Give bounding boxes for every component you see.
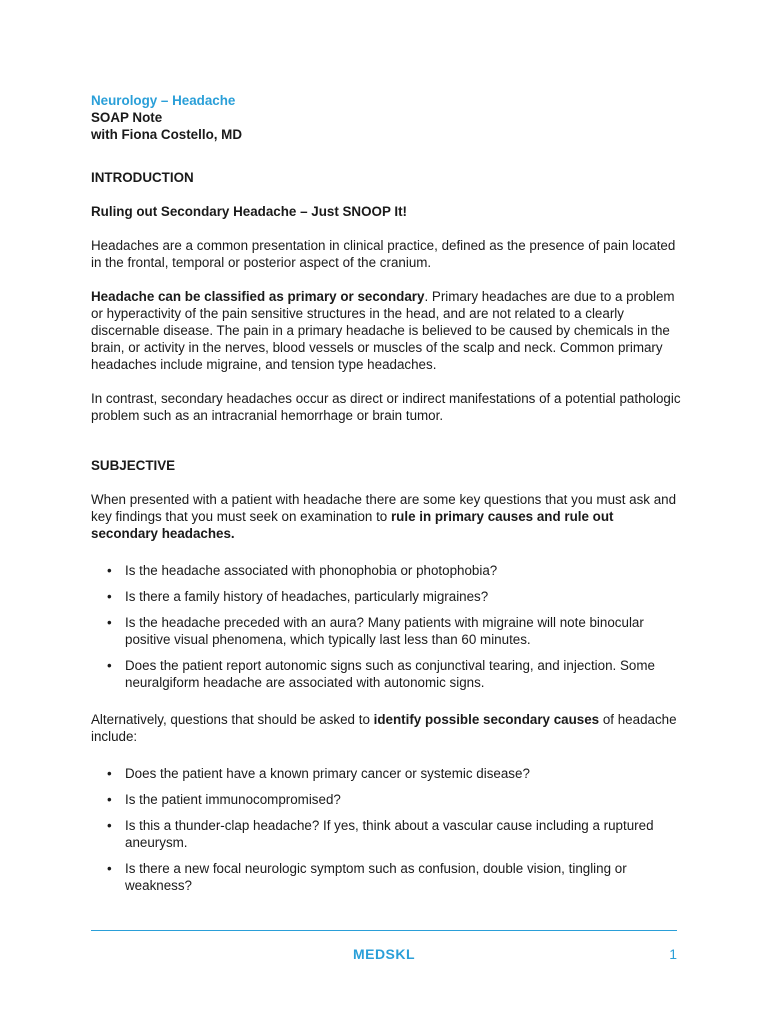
intro-paragraph-2: [91, 288, 681, 373]
secondary-intro-before: Alternatively, questions that should be asked to: [91, 712, 374, 727]
document-author: with Fiona Costello, MD: [91, 127, 243, 142]
secondary-intro: [91, 711, 681, 745]
document-title: Neurology – Headache: [91, 93, 236, 108]
secondary-questions-list: [91, 765, 681, 894]
footer-divider: [91, 930, 677, 931]
list-item: • Does the patient report autonomic signs such as conjunctival tearing, and injection. Some neuralgiform headache are associated with autonomic signs.: [91, 657, 681, 691]
footer-logo: MEDSKL: [352, 946, 416, 962]
intro-paragraph-3: In contrast, secondary headaches occur as direct or indirect manifestations of a potential pathologic problem such as an intracranial hemorrhage or brain tumor.: [91, 391, 681, 423]
secondary-intro-bold: identify possible secondary causes: [373, 712, 600, 727]
list-item: • Is the headache associated with phonophobia or photophobia?: [91, 562, 681, 579]
list-item: • Is the headache preceded with an aura? Many patients with migraine will note binocular positive visual phenomena, which typically last less than 60 minutes.: [91, 614, 681, 648]
document-subtitle: SOAP Note: [91, 110, 163, 125]
section-heading-subjective: SUBJECTIVE: [91, 458, 176, 473]
document-body: [91, 92, 681, 903]
subheading-snoop: Ruling out Secondary Headache – Just SNOOP It!: [91, 204, 407, 219]
section-heading-introduction: INTRODUCTION: [91, 170, 194, 185]
intro-paragraph-2-bold: Headache can be classified as primary or secondary: [91, 289, 425, 304]
subjective-intro-bold: rule in primary causes and rule out secondary headaches.: [91, 509, 614, 541]
list-item: • Is there a new focal neurologic symptom such as confusion, double vision, tingling or weakness?: [91, 860, 681, 894]
list-item: • Is this a thunder-clap headache? If yes, think about a vascular cause including a ruptured aneurysm.: [91, 817, 681, 851]
secondary-intro-after: of headache include:: [91, 712, 677, 744]
subjective-intro-text: When presented with a patient with headache there are some key questions that you must ask and key findings that you must seek on examination to: [91, 492, 677, 524]
intro-paragraph-1: Headaches are a common presentation in clinical practice, defined as the presence of pain located in the frontal, temporal or posterior aspect of the cranium.: [91, 238, 676, 270]
intro-paragraph-2-rest: . Primary headaches are due to a problem or hyperactivity of the pain sensitive structures in the head, and are not related to a clearly discernable disease. The pain in a primary headache is believed to be caused by chemicals in the brain, or activity in the nerves, blood vessels or muscles of the scalp and neck. Common primary headaches include migraine, and tension type headaches.: [91, 289, 675, 372]
list-item: • Does the patient have a known primary cancer or systemic disease?: [91, 765, 681, 782]
subjective-intro: [91, 491, 681, 542]
list-item: • Is the patient immunocompromised?: [91, 791, 681, 808]
page-number: 1: [669, 946, 677, 962]
primary-questions-list: [91, 562, 681, 691]
list-item: • Is there a family history of headaches, particularly migraines?: [91, 588, 681, 605]
